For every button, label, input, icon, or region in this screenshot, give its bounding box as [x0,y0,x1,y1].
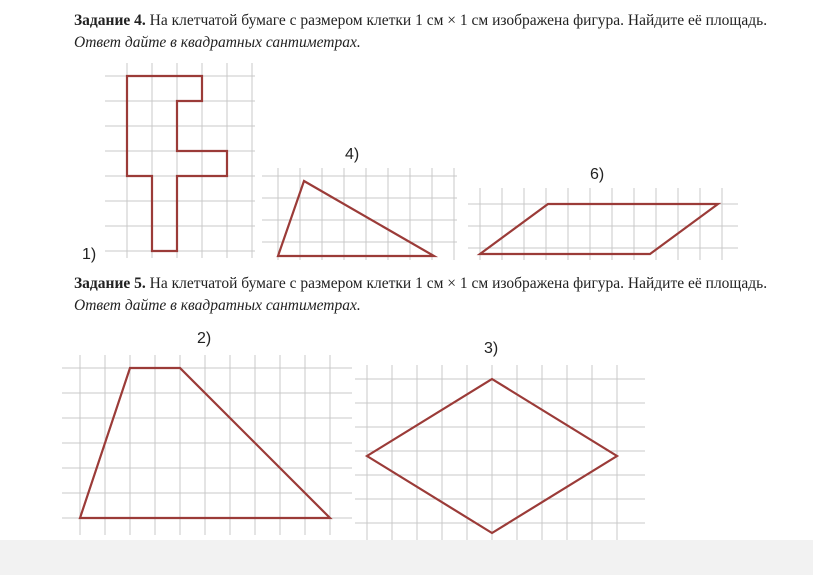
task-5-body: На клетчатой бумаге с размером клетки 1 см × 1 см изображена фигура. Найдите её площадь. [145,275,768,292]
grid-lines [468,188,738,260]
bottom-strip [0,540,813,575]
figure-4-grid [262,168,457,260]
figure-6-label: 6) [590,166,605,183]
figure-4-shape [278,181,434,256]
task-5-title: Задание 5. [74,275,146,292]
task-5-text [74,273,804,317]
figure-1-grid [105,58,255,258]
figure-3-grid [355,365,645,540]
figure-1-label: 1) [82,246,97,263]
figure-4-label: 4) [345,146,360,163]
figure-6-shape [480,204,718,254]
figure-2-grid [62,355,352,535]
figure-6-grid [468,188,738,260]
task-4-body: На клетчатой бумаге с размером клетки 1 см × 1 см изображена фигура. Найдите её площадь. [145,12,768,29]
task-4-answer-hint: Ответ дайте в квадратных сантиметрах. [74,34,361,51]
grid-lines [355,365,645,540]
task-5-answer-hint: Ответ дайте в квадратных сантиметрах. [74,297,361,314]
figure-2-label: 2) [197,330,212,347]
task-4-text [74,10,804,54]
task-4-title: Задание 4. [74,12,146,29]
grid-lines [62,355,352,535]
figure-3-label: 3) [484,340,499,357]
